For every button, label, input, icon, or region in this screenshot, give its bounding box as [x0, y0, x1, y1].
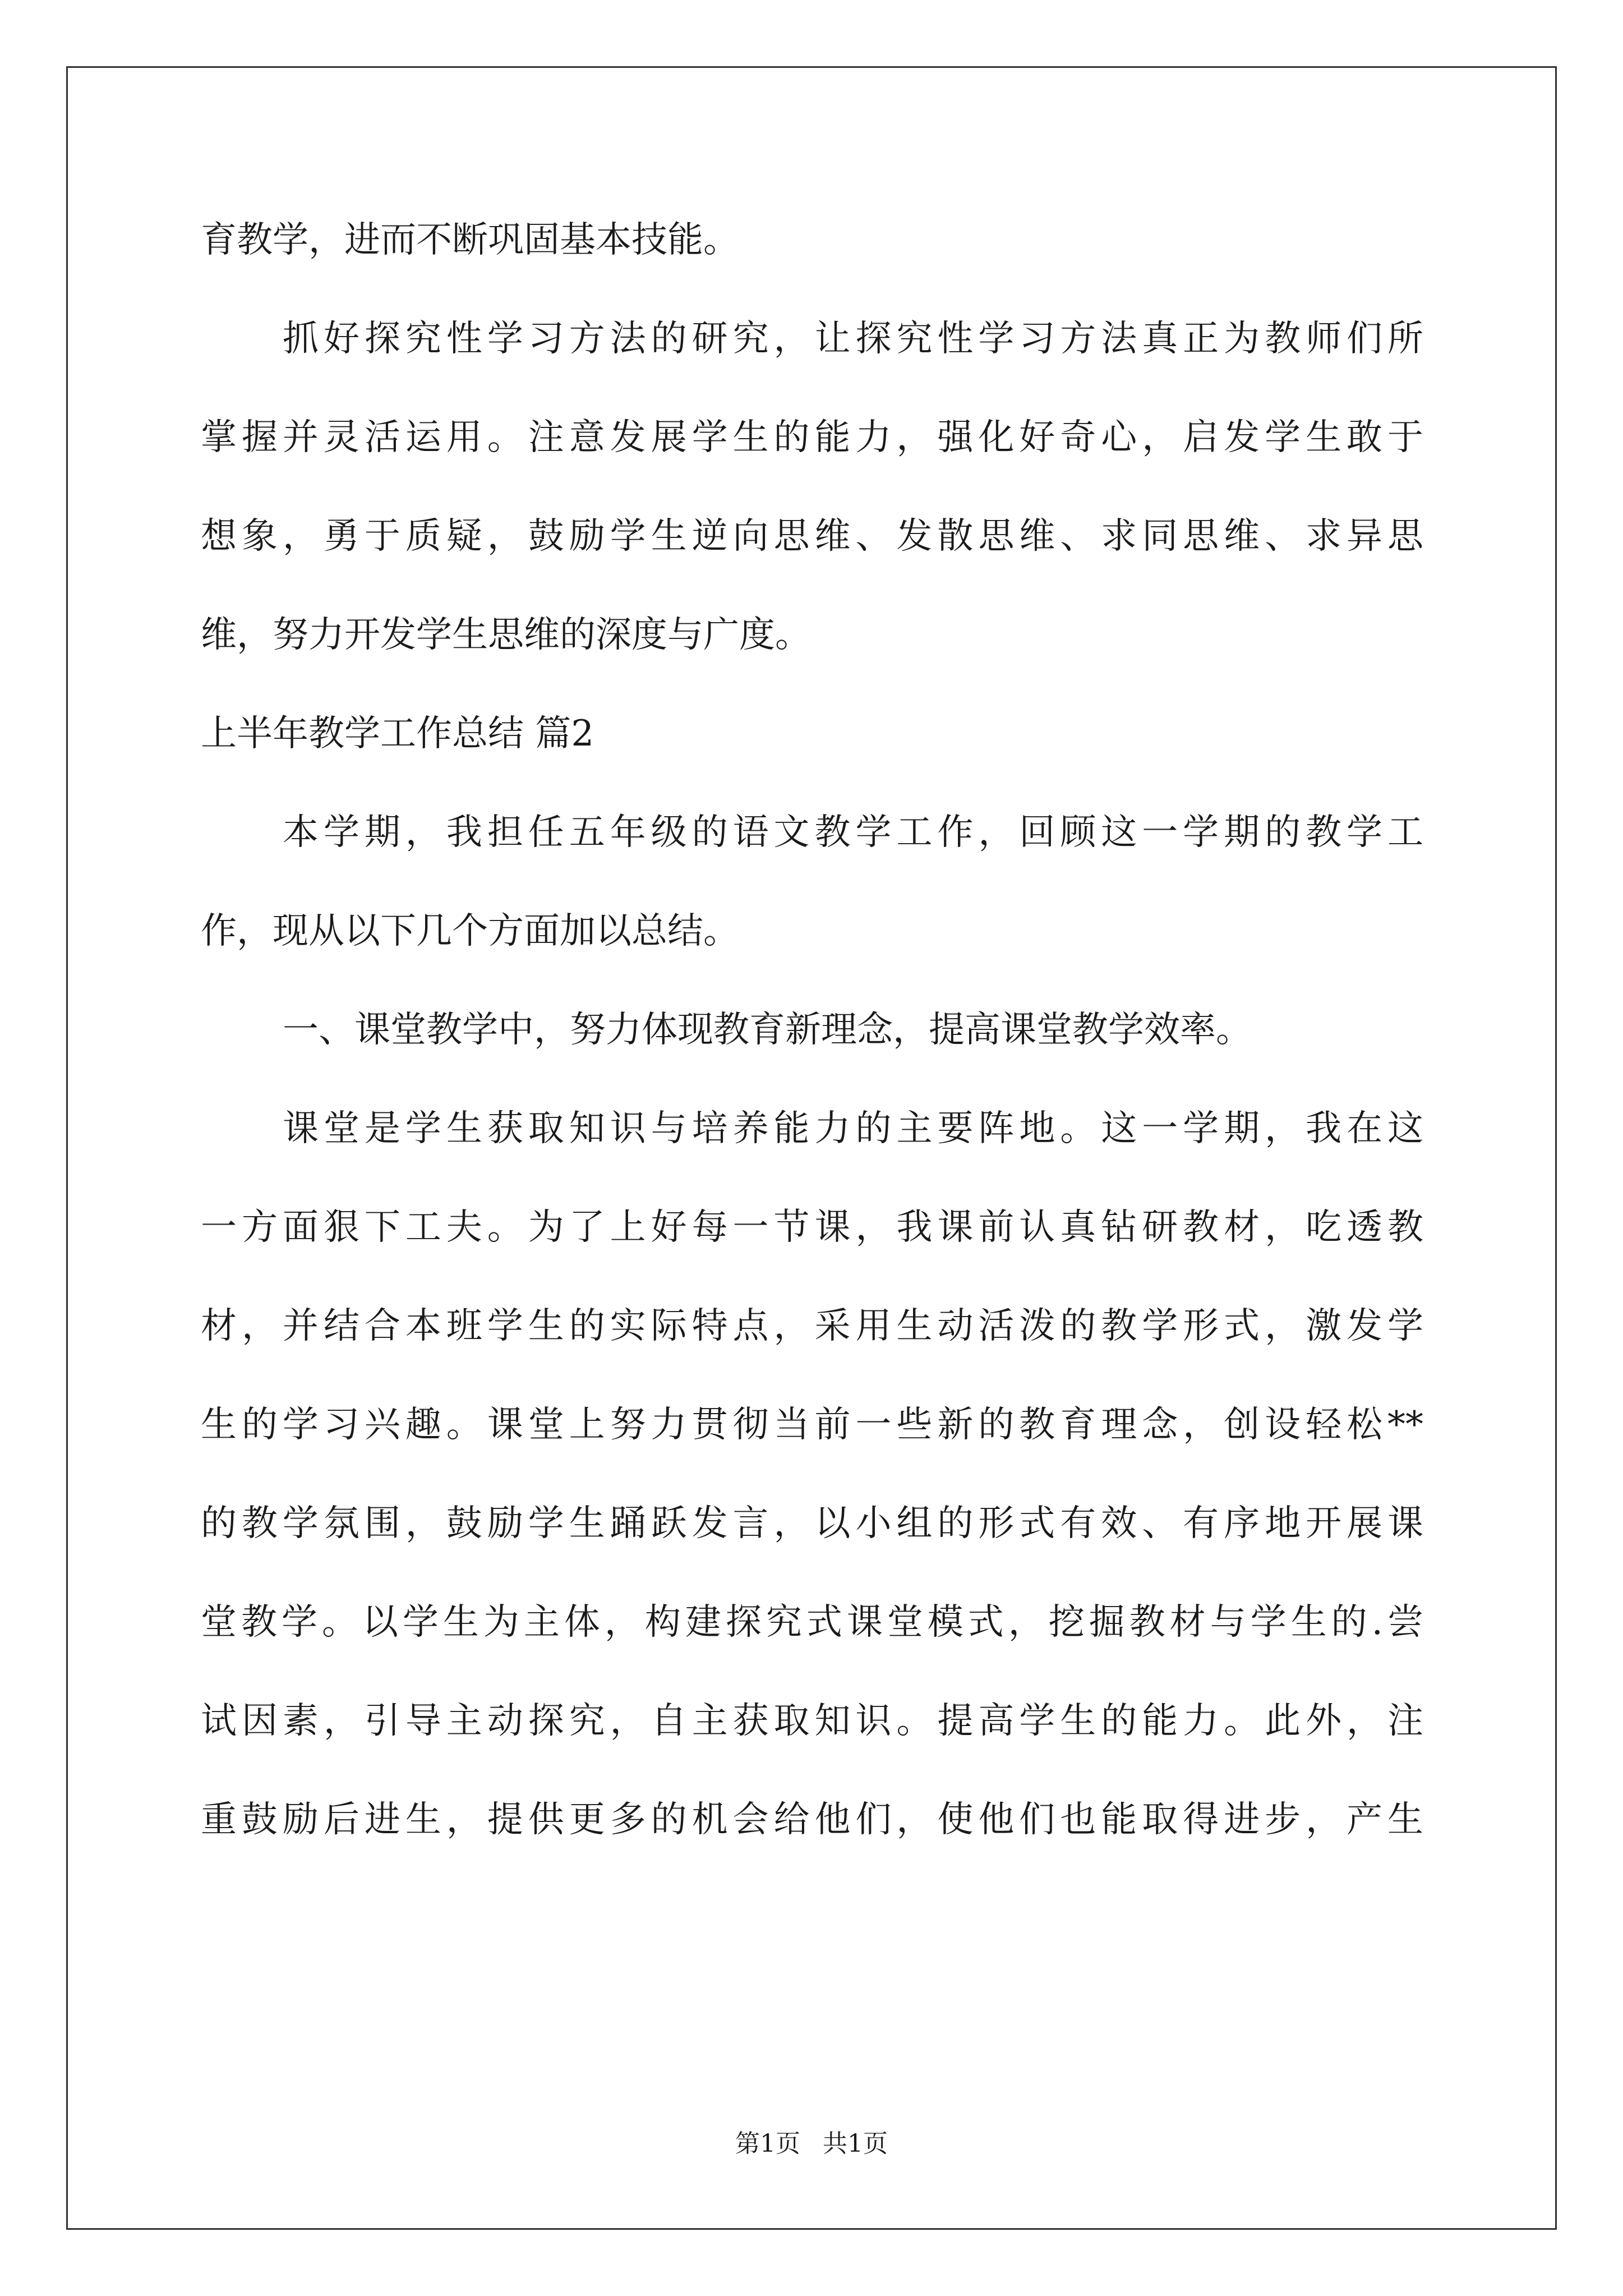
text-line: 的教学氛围，鼓励学生踊跃发言，以小组的形式有效、有序地开展课 [201, 1503, 1423, 1544]
text-line: 试因素，引导主动探究，自主获取知识。提高学生的能力。此外，注 [201, 1700, 1423, 1742]
text-line: 作，现从以下几个方面加以总结。 [201, 910, 739, 952]
document-body [201, 213, 1423, 1892]
text-line: 一、课堂教学中，努力体现教育新理念，提高课堂教学效率。 [283, 1009, 1252, 1051]
text-line: 生的学习兴趣。课堂上努力贯彻当前一些新的教育理念，创设轻松** [201, 1404, 1423, 1446]
page-footer [0, 2127, 1623, 2161]
page-number-total: 共1页 [823, 2129, 888, 2158]
text-line: 掌握并灵活运用。注意发展学生的能力，强化好奇心，启发学生敢于 [201, 417, 1423, 458]
text-line: 抓好探究性学习方法的研究，让探究性学习方法真正为教师们所 [283, 318, 1423, 360]
text-line: 本学期，我担任五年级的语文教学工作，回顾这一学期的教学工 [283, 812, 1423, 853]
text-line: 堂教学。以学生为主体，构建探究式课堂模式，挖掘教材与学生的.尝 [201, 1602, 1423, 1643]
text-line: 材，并结合本班学生的实际特点，采用生动活泼的教学形式，激发学 [201, 1305, 1423, 1347]
text-line: 育教学，进而不断巩固基本技能。 [201, 219, 739, 261]
text-line: 维，努力开发学生思维的深度与广度。 [201, 614, 811, 656]
section-heading: 上半年教学工作总结 篇2 [201, 713, 594, 754]
text-line: 一方面狠下工夫。为了上好每一节课，我课前认真钻研教材，吃透教 [201, 1207, 1423, 1248]
text-line: 课堂是学生获取知识与培养能力的主要阵地。这一学期，我在这 [283, 1108, 1423, 1149]
text-line: 重鼓励后进生，提供更多的机会给他们，使他们也能取得进步，产生 [201, 1799, 1423, 1841]
text-line: 想象，勇于质疑，鼓励学生逆向思维、发散思维、求同思维、求异思 [201, 516, 1423, 557]
page-number-current: 第1页 [735, 2129, 800, 2158]
